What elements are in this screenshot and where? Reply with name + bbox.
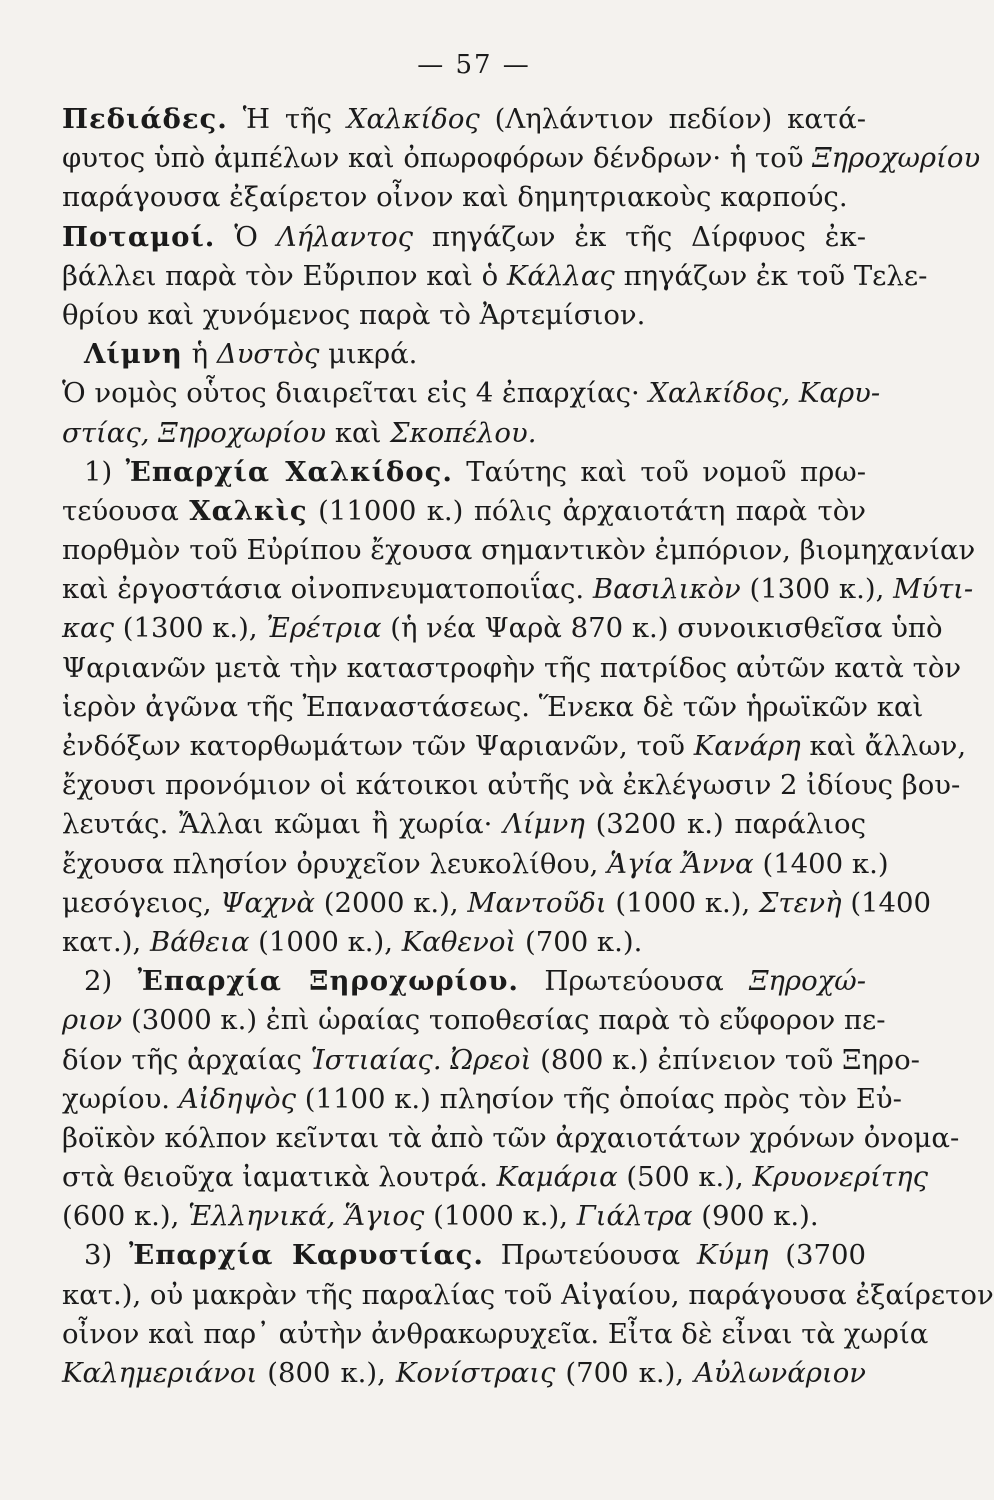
text-run: (1300 κ.),	[740, 573, 894, 606]
text-run: (900 κ.).	[692, 1200, 819, 1233]
text-line	[62, 531, 976, 570]
text-run: βάλλει παρὰ τὸν Εὔριπον καὶ ὁ	[62, 259, 507, 292]
text-run: δίον τῆς ἀρχαίας	[62, 1043, 311, 1076]
text-line	[62, 1276, 994, 1315]
text-run: (700 κ.).	[516, 925, 643, 958]
text-line	[62, 1119, 960, 1158]
text-run: πηγάζων ἐκ τῆς Δίρφυος ἐκ-	[412, 220, 866, 253]
text-line	[62, 649, 962, 688]
text-line	[62, 766, 961, 805]
text-run: (1100 κ.) πλησίον τῆς ὁποίας πρὸς τὸν Εὐ-	[296, 1082, 902, 1115]
italic-term: Κονίστραις	[395, 1357, 556, 1389]
italic-term: Μύτι-	[893, 573, 974, 606]
italic-term: Κανάρη	[693, 730, 801, 762]
text-line	[62, 1158, 928, 1197]
italic-term: Κάλλας	[506, 259, 615, 292]
text-line	[62, 727, 967, 766]
italic-term: Βάθεια	[149, 925, 250, 958]
italic-term: Καμάρια	[496, 1161, 618, 1194]
text-line	[62, 257, 928, 296]
text-run: πηγάζων ἐκ τοῦ Τελε-	[614, 259, 928, 292]
italic-term: Καλημεριάνοι	[62, 1357, 258, 1389]
text-run: (3000 κ.) ἐπὶ ὡραίας τοποθεσίας παρὰ τὸ εὔφορον πε-	[122, 1004, 886, 1037]
text-run: καὶ	[326, 416, 391, 449]
bold-heading: Πεδιάδες.	[62, 103, 228, 135]
text-run: (1000 κ.),	[249, 925, 402, 958]
text-run: φυτος ὑπὸ ἀμπέλων καὶ ὀπωροφόρων δένδρων· ἡ τοῦ	[62, 142, 813, 175]
text-run: 3)	[84, 1239, 129, 1272]
text-run: (Ληλάντιον πεδίον) κατά-	[479, 103, 866, 135]
text-run: 1)	[84, 455, 126, 488]
text-run: (600 κ.),	[62, 1200, 189, 1233]
text-line	[62, 570, 974, 609]
text-run: καὶ ἐργοστάσια οἰνοπνευματοποιΐας.	[62, 573, 593, 606]
text-run: ἡ	[182, 338, 217, 371]
text-line	[62, 1001, 886, 1040]
text-run: οἶνον καὶ παρ᾽ αὐτὴν ἀνθρακωρυχεῖα. Εἶτα δὲ εἶναι τὰ χωρία	[62, 1317, 929, 1350]
italic-term: Στενὴ	[758, 886, 842, 919]
text-line	[62, 1354, 866, 1393]
italic-term: Αὐλωνάριον	[694, 1357, 867, 1389]
text-run: χωρίου.	[62, 1082, 179, 1115]
text-line	[62, 139, 981, 178]
text-line	[62, 962, 866, 1001]
text-run: λευτάς. Ἄλλαι κῶμαι ἢ χωρία·	[62, 808, 504, 841]
text-run: (ἡ νέα Ψαρὰ 870 κ.) συνοικισθεῖσα ὑπὸ	[381, 612, 943, 645]
bold-heading: Ἐπαρχία Καρυστίας.	[129, 1239, 484, 1272]
italic-term: Ξηροχώ-	[749, 965, 867, 998]
italic-term: Ἑλληνικά, Ἅγιος	[188, 1200, 425, 1233]
text-run: Πρωτεύουσα	[519, 965, 750, 998]
text-run: Ἡ τῆς	[227, 103, 347, 135]
italic-term: Λίμνη	[503, 808, 585, 841]
text-run: Ὁ	[215, 220, 277, 253]
bold-heading: Ἐπαρχία Χαλκίδος.	[125, 455, 453, 488]
text-run: τεύουσα	[62, 494, 190, 527]
text-line	[62, 218, 866, 257]
text-run: (500 κ.),	[617, 1161, 753, 1194]
text-run: καὶ ἄλλων,	[800, 730, 967, 762]
text-run: (700 κ.),	[555, 1357, 695, 1389]
text-run: θρίου καὶ χυνόμενος παρὰ τὸ Ἀρτεμίσιον.	[62, 298, 646, 331]
text-body	[62, 100, 994, 1393]
text-run: ἱερὸν ἀγῶνα τῆς Ἐπαναστάσεως. Ἕνεκα δὲ τῶν ἡρωϊκῶν καὶ	[62, 690, 924, 723]
text-line	[62, 374, 881, 413]
italic-term: Χαλκίδος, Καρυ-	[648, 377, 881, 410]
text-run: (1400	[841, 886, 932, 919]
bold-heading: Λίμνη	[84, 338, 183, 371]
text-run: Ὁ νομὸς οὗτος διαιρεῖται εἰς 4 ἐπαρχίας·	[62, 377, 649, 410]
text-run: παράγουσα ἐξαίρετον οἶνον καὶ δημητριακοὺς καρπούς.	[62, 181, 848, 214]
page-number: — 57 —	[417, 50, 531, 80]
text-line	[62, 453, 866, 492]
text-run: Ψαριανῶν μετὰ τὴν καταστροφὴν τῆς πατρίδος αὐτῶν κατὰ τὸν	[62, 651, 962, 684]
italic-term: Ξηροχωρίου	[812, 142, 981, 175]
text-run: ἔχουσα πλησίον ὀρυχεῖον λευκολίθου,	[62, 847, 608, 880]
text-line	[62, 845, 889, 884]
italic-term: Χαλκίδος	[346, 103, 480, 135]
italic-term: Ἐρέτρια	[266, 612, 382, 645]
italic-term: κας	[62, 612, 115, 645]
text-run: (1000 κ.),	[424, 1200, 577, 1233]
text-run: μικρά.	[319, 338, 418, 371]
text-line	[62, 1197, 866, 1236]
text-run: (3700	[768, 1239, 866, 1272]
text-run: (800 κ.),	[257, 1357, 396, 1389]
italic-term: ριον	[62, 1004, 123, 1037]
text-line	[62, 805, 866, 844]
text-run: Ταύτης καὶ τοῦ νομοῦ πρω-	[452, 455, 866, 488]
italic-term: Καθενοὶ	[401, 925, 517, 958]
text-run: μεσόγειος,	[62, 886, 221, 919]
text-run: ἐνδόξων κατορθωμάτων τῶν Ψαριανῶν, τοῦ	[62, 730, 694, 762]
text-run: ἔχουσι προνόμιον οἱ κάτοικοι αὐτῆς νὰ ἐκλέγωσιν 2 ἰδίους βου-	[62, 769, 961, 802]
italic-term: Βασιλικὸν	[592, 573, 741, 606]
text-line	[62, 688, 924, 727]
text-run: (800 κ.) ἐπίνειον τοῦ Ξηρο-	[531, 1043, 920, 1076]
text-run: στὰ θειοῦχα ἰαματικὰ λουτρά.	[62, 1161, 497, 1194]
text-run: (2000 κ.),	[315, 886, 468, 919]
italic-term: Μαντοῦδι	[467, 886, 607, 919]
italic-term: Ψαχνὰ	[220, 886, 315, 919]
text-run: βοϊκὸν κόλπον κεῖνται τὰ ἀπὸ τῶν ἀρχαιοτάτων χρόνων ὀνομα-	[62, 1121, 960, 1154]
bold-heading: Ποταμοί.	[62, 220, 216, 253]
text-line	[62, 884, 932, 923]
text-line	[62, 100, 866, 139]
text-run: (11000 κ.) πόλις ἀρχαιοτάτη παρὰ τὸν	[307, 494, 866, 527]
bold-heading: Ἐπαρχία Ξηροχωρίου.	[137, 965, 519, 998]
italic-term: Ἱστιαίας. Ὠρεοὶ	[310, 1043, 532, 1076]
text-run: 2)	[84, 965, 138, 998]
italic-term: Σκοπέλου.	[390, 416, 537, 449]
text-line	[62, 1041, 920, 1080]
text-run: (3200 κ.) παράλιος	[584, 808, 866, 841]
text-line	[62, 1236, 866, 1275]
text-line	[62, 335, 866, 374]
italic-term: Κύμη	[696, 1239, 769, 1272]
text-run: (1300 κ.),	[114, 612, 267, 645]
text-line	[62, 609, 943, 648]
text-line	[62, 492, 866, 531]
text-line	[62, 1315, 929, 1354]
italic-term: Λήλαντος	[276, 220, 413, 253]
italic-term: Γιάλτρα	[576, 1200, 693, 1233]
text-run: (1000 κ.),	[606, 886, 759, 919]
text-run: κατ.),	[62, 925, 150, 958]
italic-term: Ἁγία Ἄννα	[607, 847, 754, 880]
italic-term: Κρυονερίτης	[752, 1161, 928, 1194]
text-run: πορθμὸν τοῦ Εὐρίπου ἔχουσα σημαντικὸν ἐμπόριον, βιομηχανίαν	[62, 534, 976, 567]
text-line	[62, 296, 866, 335]
text-run: Πρωτεύουσα	[483, 1239, 697, 1272]
bold-heading: Χαλκὶς	[189, 494, 308, 527]
italic-term: Αἰδηψὸς	[178, 1082, 296, 1115]
text-line	[62, 414, 866, 453]
italic-term: στίας, Ξηροχωρίου	[62, 416, 327, 449]
text-line	[62, 1080, 902, 1119]
text-run: (1400 κ.)	[753, 847, 889, 880]
italic-term: Δυστὸς	[216, 338, 320, 371]
text-run: κατ.), οὐ μακρὰν τῆς παραλίας τοῦ Αἰγαίου, παράγουσα ἐξαίρετον	[62, 1278, 994, 1311]
text-line	[62, 923, 866, 962]
text-line	[62, 178, 866, 217]
